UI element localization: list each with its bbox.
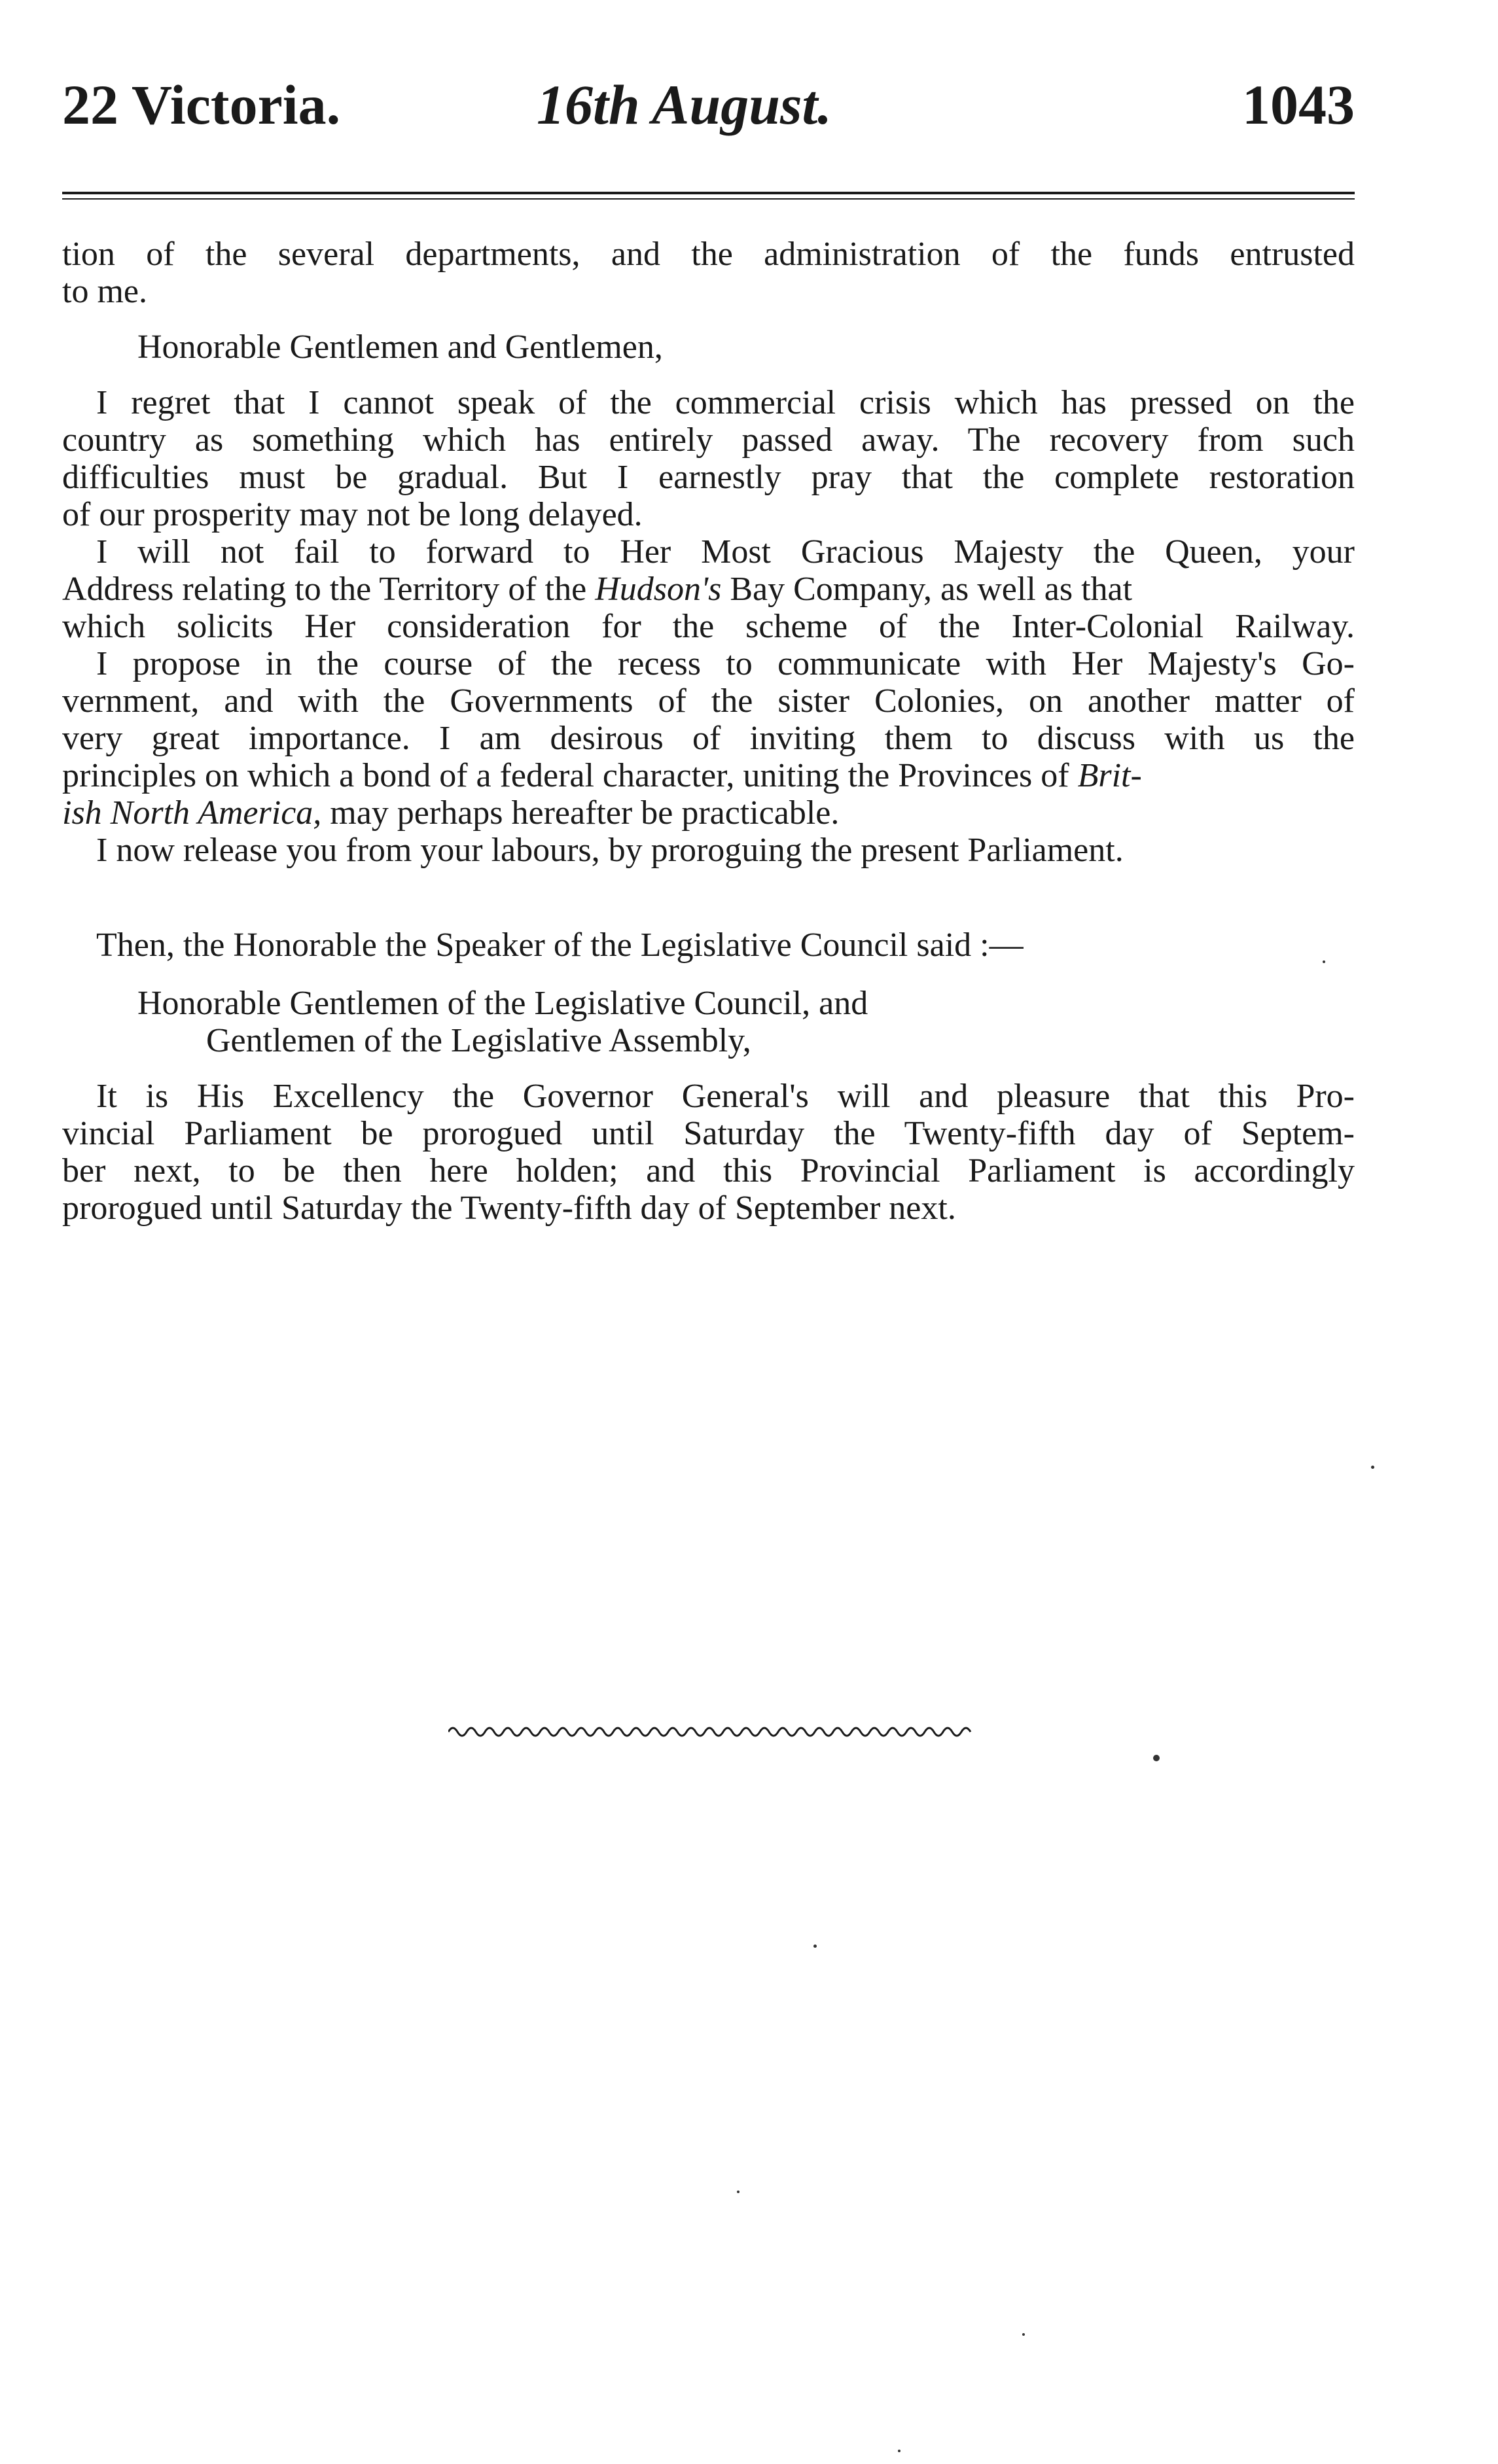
- ink-speck: [737, 2191, 740, 2193]
- text-line: principles on which a bond of a federal character, uniting the Provinces of Brit-: [62, 757, 1142, 794]
- text-line: It is His Excellency the Governor General's will and pleasure that this Pro-: [96, 1078, 1355, 1115]
- text-line: very great importance. I am desirous of inviting them to discuss with us the: [62, 720, 1355, 757]
- session-date: 16th August.: [537, 73, 832, 136]
- italic-term: Brit-: [1077, 757, 1142, 794]
- ink-speck: [1022, 2333, 1025, 2336]
- text-line: prorogued until Saturday the Twenty-fifth day of September next.: [62, 1189, 956, 1227]
- text-line: which solicits Her consideration for the scheme of the Inter-Colonial Railway.: [62, 608, 1355, 645]
- text-line: I will not fail to forward to Her Most Gracious Majesty the Queen, your: [96, 533, 1355, 571]
- text-line: Address relating to the Territory of the Hudson's Bay Company, as well as that: [62, 571, 1133, 608]
- text-line: vincial Parliament be prorogued until Saturday the Twenty-fifth day of Septem-: [62, 1115, 1355, 1152]
- text-line: I regret that I cannot speak of the commercial crisis which has pressed on the: [96, 384, 1355, 421]
- text-line: ish North America, may perhaps hereafter be practicable.: [62, 794, 840, 832]
- address-line: Honorable Gentlemen of the Legislative Council, and: [137, 985, 868, 1022]
- text-line: I propose in the course of the recess to communicate with Her Majesty's Go-: [96, 645, 1355, 682]
- text-line: tion of the several departments, and the administration of the funds entrusted: [62, 236, 1355, 273]
- wavy-rule-ornament-icon: [448, 1722, 972, 1742]
- text-line: ber next, to be then here holden; and this Provincial Parliament is accordingly: [62, 1152, 1355, 1189]
- ink-speck: [1153, 1755, 1160, 1761]
- ink-speck: [1371, 1466, 1374, 1469]
- ink-speck: [813, 1945, 817, 1948]
- text-line: vernment, and with the Governments of the sister Colonies, on another matter of: [62, 682, 1355, 720]
- ink-speck: [1323, 960, 1325, 963]
- ink-speck: [898, 2450, 901, 2452]
- header-rule-thin: [62, 198, 1355, 200]
- italic-term: Hudson's: [595, 571, 722, 608]
- address-line: Gentlemen of the Legislative Assembly,: [206, 1022, 751, 1059]
- italic-term: ish North America,: [62, 794, 322, 832]
- speaker-intro: Then, the Honorable the Speaker of the Legislative Council said :—: [96, 926, 1024, 964]
- text-line: of our prosperity may not be long delayed.: [62, 496, 643, 533]
- text-line: I now release you from your labours, by proroguing the present Parliament.: [96, 832, 1124, 869]
- text-line: to me.: [62, 273, 147, 310]
- text-line: country as something which has entirely passed away. The recovery from such: [62, 421, 1355, 459]
- regnal-year: 22 Victoria.: [62, 73, 341, 136]
- text-line: difficulties must be gradual. But I earnestly pray that the complete restoration: [62, 459, 1355, 496]
- salutation: Honorable Gentlemen and Gentlemen,: [137, 328, 663, 366]
- page-number: 1043: [1242, 73, 1355, 136]
- header-rule-thick: [62, 192, 1355, 194]
- running-head: [62, 72, 1355, 144]
